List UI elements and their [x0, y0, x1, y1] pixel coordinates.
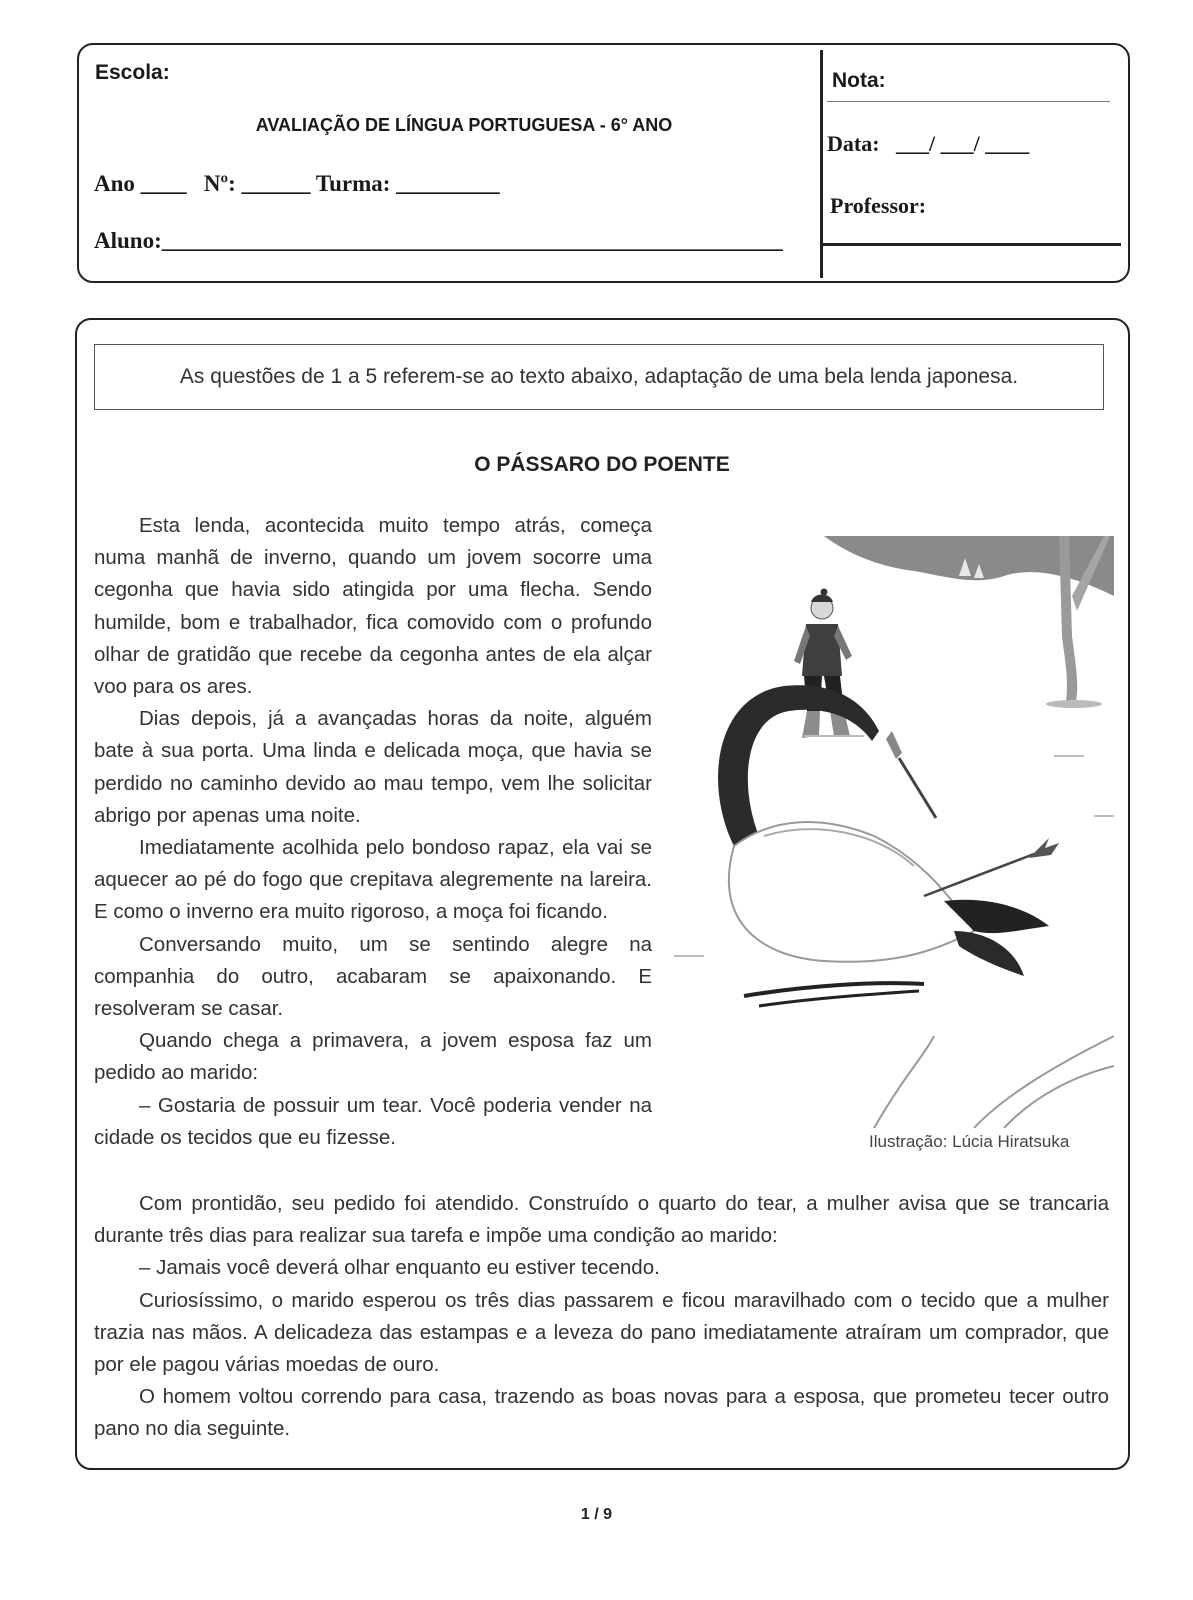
ano-numero-turma-line: Ano ____ Nº: ______ Turma: _________ — [94, 171, 500, 196]
paragraph: Curiosíssimo, o marido esperou os três dias passarem e ficou maravilhado com o tecido que a mulher trazia nas mãos. A delicadeza das estampas e a leveza do pano imediatamente atraíram um comprador, que por ele pagou várias moedas de ouro. — [94, 1288, 1109, 1377]
illustration-caption: Ilustração: Lúcia Hiratsuka — [869, 1132, 1070, 1151]
story-title: O PÁSSARO DO POENTE — [474, 453, 730, 476]
paragraph: – Gostaria de possuir um tear. Você poderia vender na cidade os tecidos que eu fizesse. — [94, 1093, 652, 1149]
paragraph: Quando chega a primavera, a jovem esposa faz um pedido ao marido: — [94, 1029, 652, 1085]
header-right — [827, 45, 1127, 281]
crane-illustration — [674, 536, 1114, 1128]
crane-and-boy-image — [674, 536, 1114, 1128]
date-line: Data: ___/ ___/ ____ — [827, 131, 1030, 156]
paragraph: Conversando muito, um se sentindo alegre na companhia do outro, acabaram se apaixonando. E resolveram se casar. — [94, 932, 652, 1021]
grade-rule — [827, 101, 1110, 102]
evaluation-title: AVALIAÇÃO DE LÍNGUA PORTUGUESA - 6° ANO — [255, 115, 673, 135]
school-label: Escola: — [95, 61, 170, 84]
intro-instruction — [94, 344, 1104, 410]
story-text-full-width — [94, 1188, 1109, 1446]
page-number: 1 / 9 — [580, 1506, 613, 1523]
paragraph: Com prontidão, seu pedido foi atendido. Construído o quarto do tear, a mulher avisa que se trancaria durante três dias para realizar sua tarefa e impõe uma condição ao marido: — [94, 1192, 1109, 1248]
paragraph: Dias depois, já a avançadas horas da noite, alguém bate à sua porta. Uma linda e delicada moça, que havia se perdido no caminho devido ao mau tempo, vem lhe solicitar abrigo por apenas uma noite. — [94, 707, 652, 827]
paragraph: – Jamais você deverá olhar enquanto eu estiver tecendo. — [139, 1256, 660, 1280]
paragraph: Esta lenda, acontecida muito tempo atrás, começa numa manhã de inverno, quando um jovem socorre uma cegonha que havia sido atingida por uma flecha. Sendo humilde, bom e trabalhador, fica comovido com o profundo olhar de gratidão que recebe da cegonha antes de ela alçar voo para os ares. — [94, 514, 652, 699]
teacher-label: Professor: — [830, 193, 927, 218]
paragraph: Imediatamente acolhida pelo bondoso rapaz, ela vai se aquecer ao pé do fogo que crepitava alegremente na lareira. E como o inverno era muito rigoroso, a moça foi ficando. — [94, 836, 652, 924]
teacher-rule — [823, 243, 1121, 246]
header-box — [77, 43, 1130, 283]
story-text-column — [94, 510, 652, 1154]
paragraph: O homem voltou correndo para casa, trazendo as boas novas para a esposa, que prometeu tecer outro pano no dia seguinte. — [94, 1385, 1109, 1441]
header-left — [79, 45, 819, 281]
reading-box — [75, 318, 1130, 1470]
intro-text: As questões de 1 a 5 referem-se ao texto abaixo, adaptação de uma bela lenda japonesa. — [179, 365, 1019, 388]
grade-label: Nota: — [832, 69, 886, 92]
student-name-line: Aluno:______________________________________________________ — [94, 228, 783, 253]
